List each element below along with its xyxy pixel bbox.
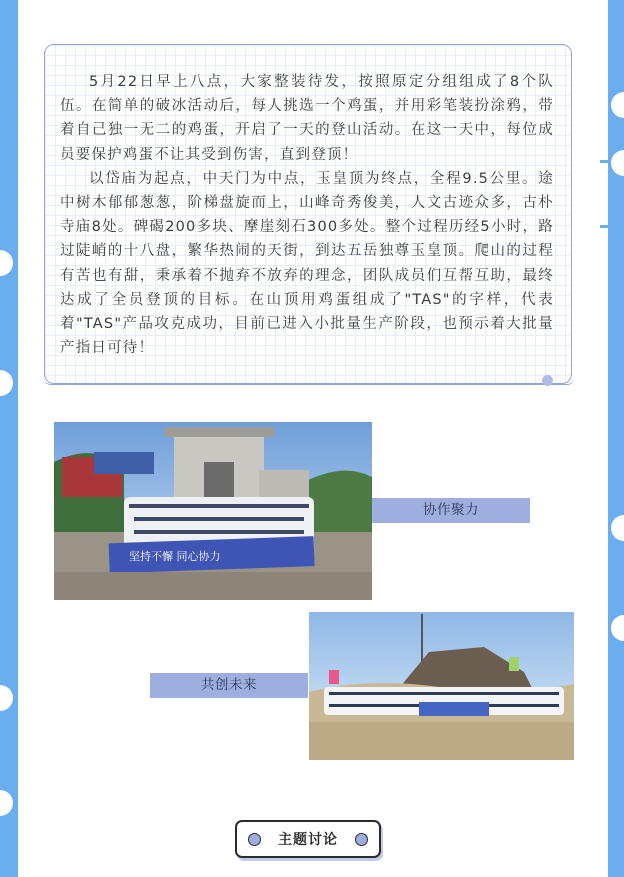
rail-notch — [0, 370, 13, 396]
card-corner-dot — [542, 375, 553, 386]
rail-notch — [0, 685, 13, 711]
rail-tick — [600, 160, 608, 163]
left-border-rail — [0, 0, 18, 877]
card-underline — [44, 378, 574, 385]
rail-notch — [611, 150, 624, 176]
banner-text: 坚持不懈 同心协力 — [129, 550, 221, 563]
article-body — [60, 70, 554, 360]
article-paragraph: 以岱庙为起点，中天门为中点，玉皇顶为终点，全程9.5公里。途中树木郁郁葱葱，阶梯盘旋而上，山峰奇秀俊美，人文古迹众多，古朴寺庙8处。碑碣200多块、摩崖刻石300多处。整个过程历经5小时，路过陡峭的十八盘，繁华热闹的天街，到达五岳独尊玉皇顶。爬山的过程有苦也有甜，秉承着不抛弃不放弃的理念，团队成员们互帮互助，最终达成了全员登顶的目标。在山顶用鸡蛋组成了"TAS"的字样，代表着"TAS"产品攻克成功，目前已进入小批量生产阶段，也预示着大批量产指日可待！ — [60, 170, 554, 357]
topic-discussion-label: 主题讨论 — [278, 832, 338, 848]
rail-notch — [611, 615, 624, 641]
rail-notch — [0, 250, 13, 276]
dot-icon — [248, 833, 261, 846]
group-photo-gate — [54, 422, 372, 600]
group-photo-summit — [309, 612, 574, 760]
article-paragraph: 5月22日早上八点，大家整装待发，按照原定分组组成了8个队伍。在简单的破冰活动后，每人挑选一个鸡蛋，并用彩笔装扮涂鸦，带着自己独一无二的鸡蛋，开启了一天的登山活动。在这一天中，每位成员要保护鸡蛋不让其受到伤害，直到登顶！ — [60, 74, 554, 163]
rail-notch — [611, 92, 624, 118]
photo-caption: 共创未来 — [150, 673, 308, 698]
dot-icon — [355, 833, 368, 846]
photo-caption: 协作聚力 — [372, 498, 530, 523]
topic-discussion-button[interactable] — [235, 820, 381, 858]
rail-notch — [611, 515, 624, 541]
rail-tick — [600, 225, 608, 228]
rail-notch — [0, 790, 13, 816]
right-border-rail — [608, 0, 624, 877]
